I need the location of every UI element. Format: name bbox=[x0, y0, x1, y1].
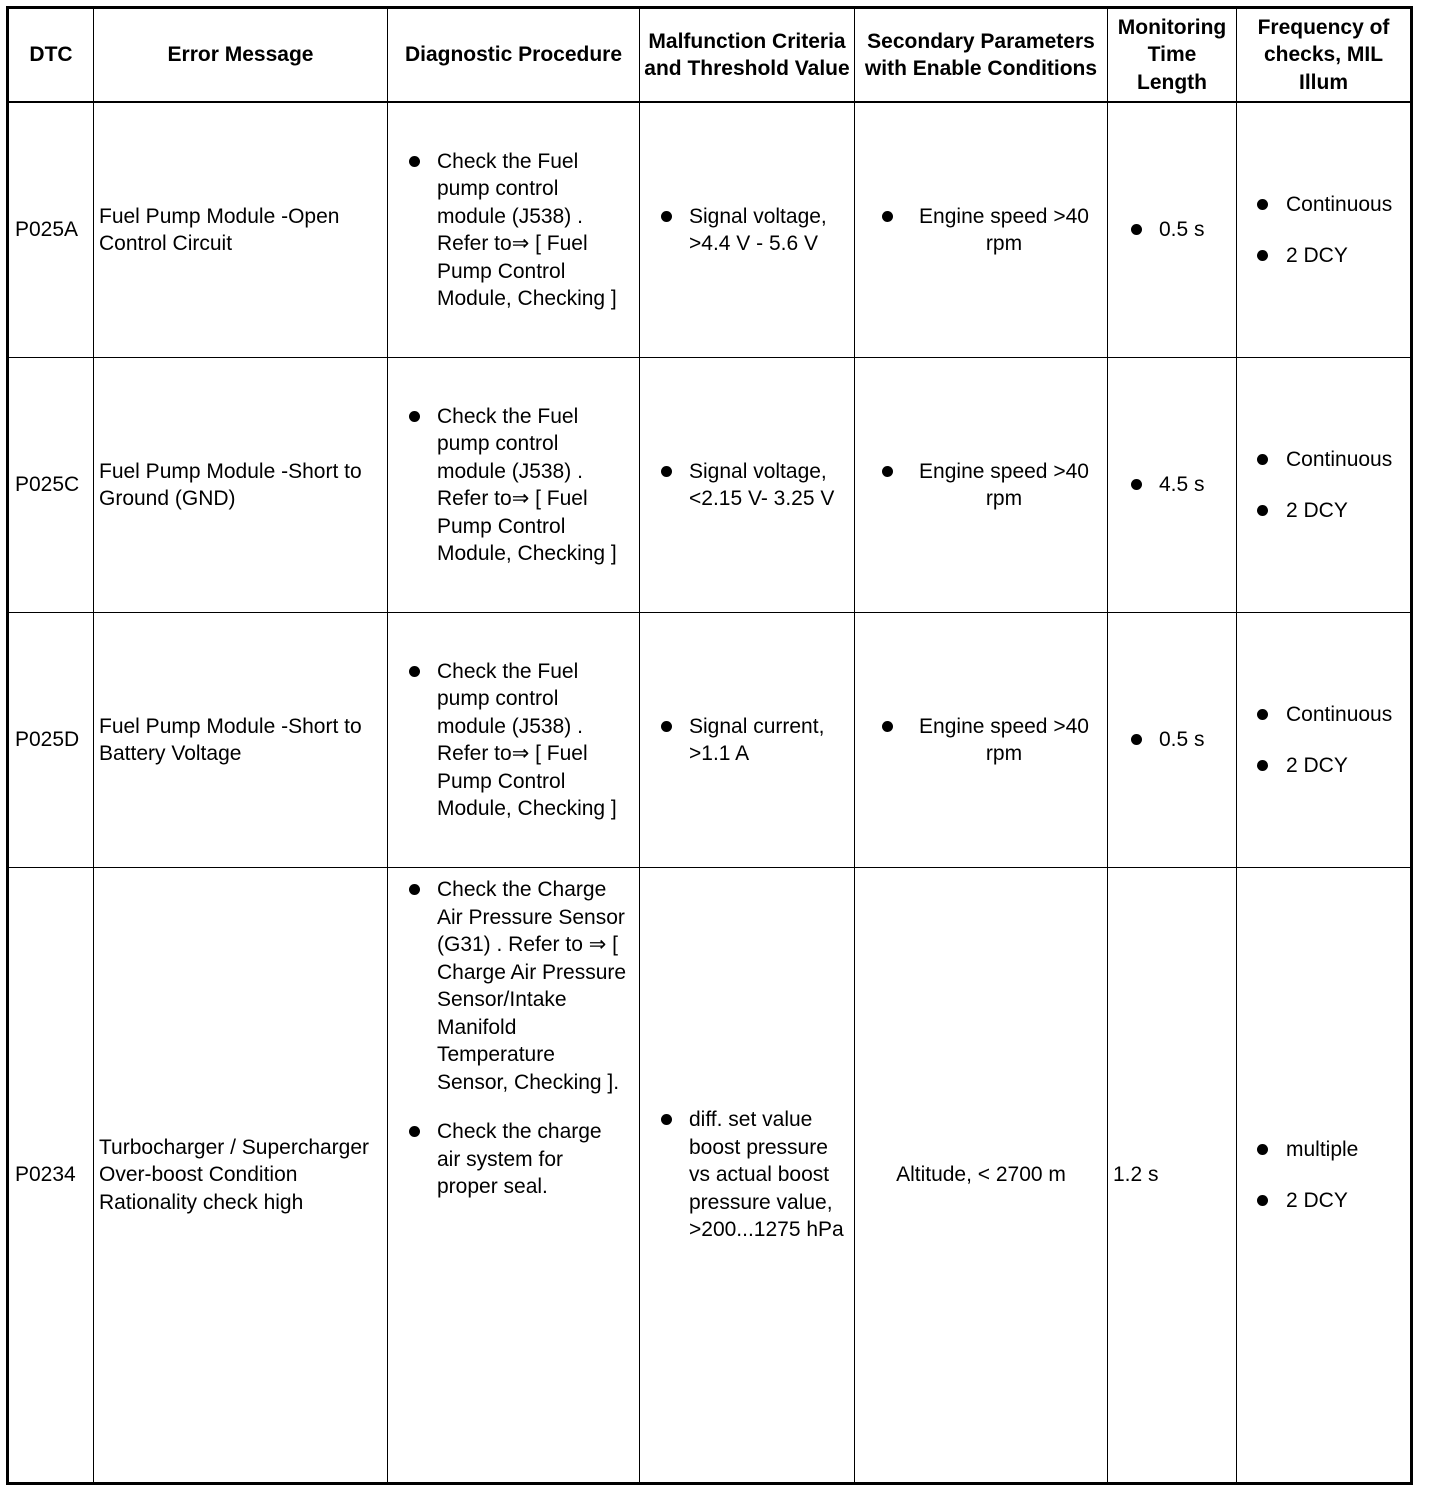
diagnostic-procedure bbox=[388, 358, 640, 613]
table-row bbox=[8, 868, 1412, 1484]
frequency-list bbox=[1237, 191, 1410, 269]
criteria-list bbox=[640, 713, 854, 768]
frequency-item: Continuous bbox=[1237, 701, 1410, 729]
error-message: Fuel Pump Module -Short to Ground (GND) bbox=[94, 358, 388, 613]
criteria-item: Signal voltage, <2.15 V- 3.25 V bbox=[640, 458, 854, 513]
time-list bbox=[1108, 216, 1236, 244]
error-message: Fuel Pump Module -Short to Battery Voltage bbox=[94, 613, 388, 868]
malfunction-criteria bbox=[640, 868, 855, 1484]
header-dtc: DTC bbox=[8, 8, 94, 103]
secondary-item: Engine speed >40 rpm bbox=[855, 458, 1107, 513]
secondary-parameters bbox=[855, 613, 1108, 868]
secondary-item: Engine speed >40 rpm bbox=[855, 713, 1107, 768]
frequency-item: 2 DCY bbox=[1237, 497, 1410, 525]
secondary-list bbox=[855, 713, 1107, 768]
criteria-item: Signal voltage, >4.4 V - 5.6 V bbox=[640, 203, 854, 258]
frequency-item: multiple bbox=[1237, 1136, 1410, 1164]
frequency-item: 2 DCY bbox=[1237, 242, 1410, 270]
procedure-list bbox=[388, 658, 639, 823]
procedure-item: Check the Fuel pump control module (J538) . Refer to⇒ [ Fuel Pump Control Module, Checking ] bbox=[388, 148, 639, 313]
header-frequency: Frequency of checks, MIL Illum bbox=[1237, 8, 1412, 103]
diagnostic-procedure bbox=[388, 868, 640, 1484]
procedure-list bbox=[388, 876, 639, 1201]
criteria-list bbox=[640, 203, 854, 258]
dtc-code: P025C bbox=[8, 358, 94, 613]
criteria-item: diff. set value boost pressure vs actual boost pressure value, >200...1275 hPa bbox=[640, 1106, 854, 1244]
procedure-list bbox=[388, 403, 639, 568]
frequency-item: 2 DCY bbox=[1237, 1187, 1410, 1215]
procedure-list bbox=[388, 148, 639, 313]
frequency bbox=[1237, 358, 1412, 613]
frequency-list bbox=[1237, 446, 1410, 524]
header-monitoring-time: Monitoring Time Length bbox=[1108, 8, 1237, 103]
frequency bbox=[1237, 613, 1412, 868]
frequency bbox=[1237, 868, 1412, 1484]
criteria-list bbox=[640, 1106, 854, 1244]
secondary-list bbox=[855, 203, 1107, 258]
secondary-parameters: Altitude, < 2700 m bbox=[855, 868, 1108, 1484]
header-diagnostic-procedure: Diagnostic Procedure bbox=[388, 8, 640, 103]
error-message: Turbocharger / Supercharger Over-boost Condition Rationality check high bbox=[94, 868, 388, 1484]
time-list bbox=[1108, 471, 1236, 499]
time-list bbox=[1108, 726, 1236, 754]
table-row bbox=[8, 613, 1412, 868]
secondary-item: Engine speed >40 rpm bbox=[855, 203, 1107, 258]
procedure-item: Check the Charge Air Pressure Sensor (G31) . Refer to ⇒ [ Charge Air Pressure Sensor/Intake Manifold Temperature Sensor, Checking ]. bbox=[388, 876, 639, 1096]
secondary-parameters bbox=[855, 102, 1108, 358]
frequency bbox=[1237, 102, 1412, 358]
dtc-code: P0234 bbox=[8, 868, 94, 1484]
time-item: 4.5 s bbox=[1108, 471, 1236, 499]
frequency-list bbox=[1237, 1136, 1410, 1214]
header-row bbox=[8, 8, 1412, 103]
dtc-code: P025A bbox=[8, 102, 94, 358]
monitoring-time: 1.2 s bbox=[1108, 868, 1237, 1484]
frequency-item: Continuous bbox=[1237, 191, 1410, 219]
monitoring-time bbox=[1108, 102, 1237, 358]
time-item: 0.5 s bbox=[1108, 726, 1236, 754]
frequency-item: Continuous bbox=[1237, 446, 1410, 474]
malfunction-criteria bbox=[640, 102, 855, 358]
dtc-table bbox=[6, 6, 1413, 1485]
monitoring-time bbox=[1108, 358, 1237, 613]
table-row bbox=[8, 102, 1412, 358]
frequency-item: 2 DCY bbox=[1237, 752, 1410, 780]
procedure-item: Check the charge air system for proper seal. bbox=[388, 1118, 639, 1201]
frequency-list bbox=[1237, 701, 1410, 779]
malfunction-criteria bbox=[640, 358, 855, 613]
header-malfunction-criteria: Malfunction Criteria and Threshold Value bbox=[640, 8, 855, 103]
header-secondary-parameters: Secondary Parameters with Enable Conditions bbox=[855, 8, 1108, 103]
procedure-item: Check the Fuel pump control module (J538) . Refer to⇒ [ Fuel Pump Control Module, Checking ] bbox=[388, 658, 639, 823]
procedure-item: Check the Fuel pump control module (J538) . Refer to⇒ [ Fuel Pump Control Module, Checking ] bbox=[388, 403, 639, 568]
malfunction-criteria bbox=[640, 613, 855, 868]
dtc-code: P025D bbox=[8, 613, 94, 868]
time-item: 0.5 s bbox=[1108, 216, 1236, 244]
secondary-parameters bbox=[855, 358, 1108, 613]
diagnostic-procedure bbox=[388, 613, 640, 868]
diagnostic-procedure bbox=[388, 102, 640, 358]
monitoring-time bbox=[1108, 613, 1237, 868]
table-row bbox=[8, 358, 1412, 613]
secondary-list bbox=[855, 458, 1107, 513]
criteria-item: Signal current, >1.1 A bbox=[640, 713, 854, 768]
criteria-list bbox=[640, 458, 854, 513]
header-error-message: Error Message bbox=[94, 8, 388, 103]
error-message: Fuel Pump Module -Open Control Circuit bbox=[94, 102, 388, 358]
